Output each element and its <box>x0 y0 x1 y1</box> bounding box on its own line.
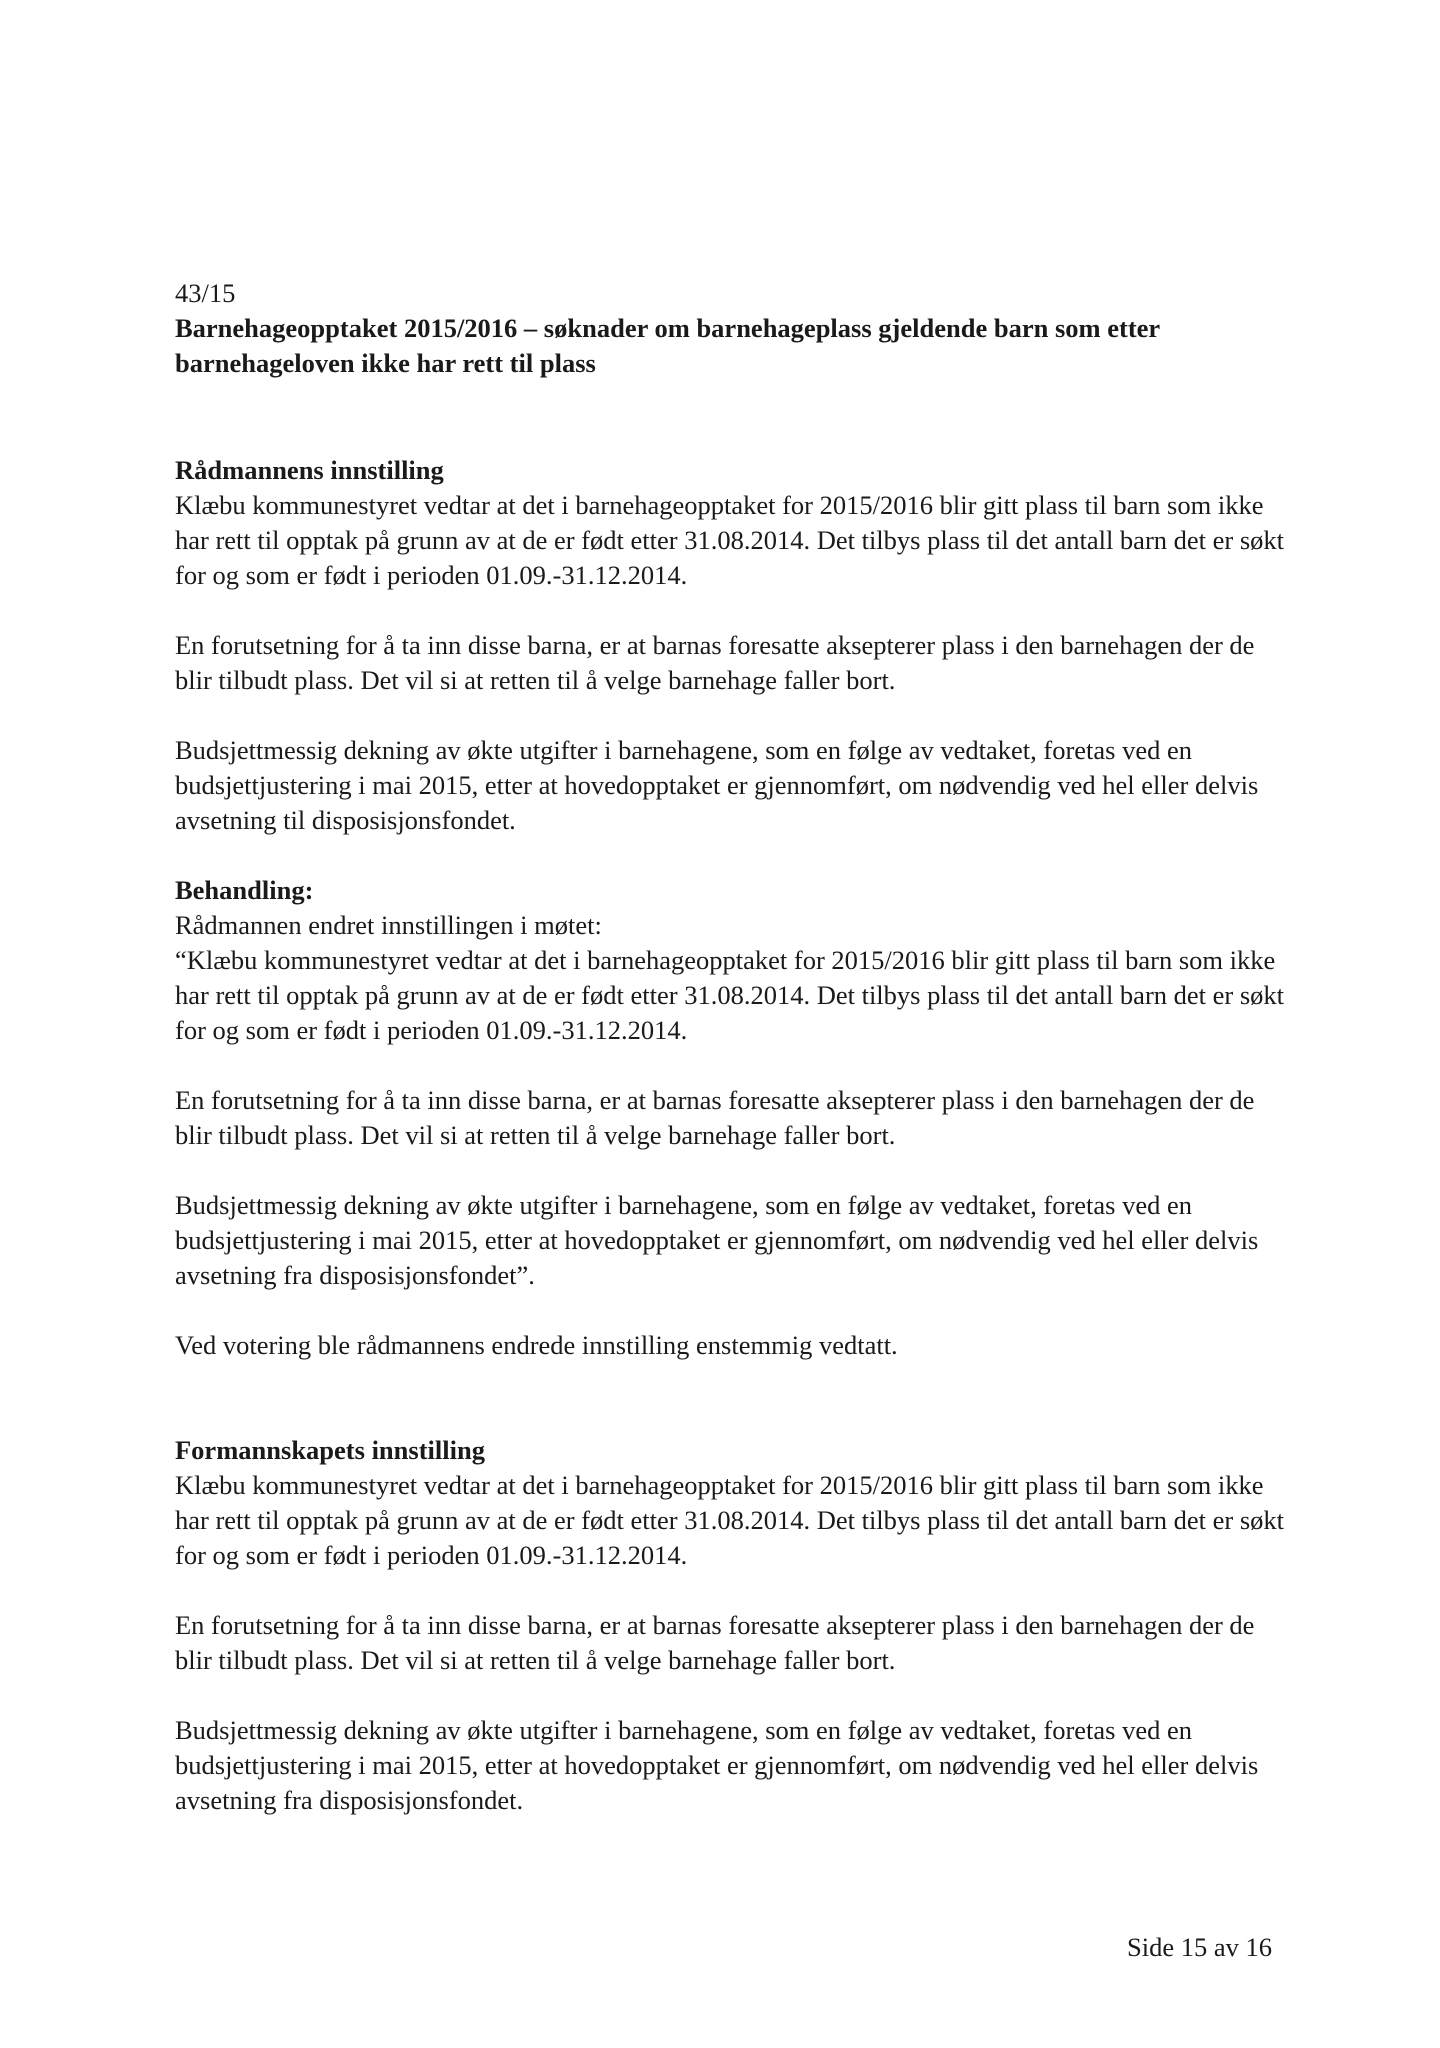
radmann-paragraph-3: Budsjettmessig dekning av økte utgifter i barnehagene, som en følge av vedtaket, foretas ved en budsjettjustering i mai 2015, etter at hovedopptaket er gjennomført, om nødvendig ved hel eller delvis avsetning til disposisjonsfondet. <box>175 735 1259 835</box>
behandling-intro: Rådmannen endret innstillingen i møtet: <box>175 910 602 940</box>
behandling-section <box>175 873 1285 1363</box>
document-content <box>175 276 1285 1818</box>
case-title: Barnehageopptaket 2015/2016 – søknader om barnehageplass gjeldende barn som etter barnehageloven ikke har rett til plass <box>175 313 1160 378</box>
formannskap-paragraph-1: Klæbu kommunestyret vedtar at det i barnehageopptaket for 2015/2016 blir gitt plass til barn som ikke har rett til opptak på grunn av at de er født etter 31.08.2014. Det tilbys plass til det antall barn det er søkt for og som er født i perioden 01.09.-31.12.2014. <box>175 1470 1285 1570</box>
formannskap-heading: Formannskapets innstilling <box>175 1435 485 1465</box>
radmann-paragraph-2: En forutsetning for å ta inn disse barna, er at barnas foresatte aksepterer plass i den barnehagen der de blir tilbudt plass. Det vil si at retten til å velge barnehage faller bort. <box>175 630 1255 695</box>
radmann-paragraph-1: Klæbu kommunestyret vedtar at det i barnehageopptaket for 2015/2016 blir gitt plass til barn som ikke har rett til opptak på grunn av at de er født etter 31.08.2014. Det tilbys plass til det antall barn det er søkt for og som er født i perioden 01.09.-31.12.2014. <box>175 490 1285 590</box>
behandling-paragraph-3: Budsjettmessig dekning av økte utgifter i barnehagene, som en følge av vedtaket, foretas ved en budsjettjustering i mai 2015, etter at hovedopptaket er gjennomført, om nødvendig ved hel eller delvis avsetning fra disposisjonsfondet”. <box>175 1190 1259 1290</box>
formannskap-paragraph-2: En forutsetning for å ta inn disse barna, er at barnas foresatte aksepterer plass i den barnehagen der de blir tilbudt plass. Det vil si at retten til å velge barnehage faller bort. <box>175 1610 1255 1675</box>
case-number: 43/15 <box>175 278 236 308</box>
formannskap-paragraph-3: Budsjettmessig dekning av økte utgifter i barnehagene, som en følge av vedtaket, foretas ved en budsjettjustering i mai 2015, etter at hovedopptaket er gjennomført, om nødvendig ved hel eller delvis avsetning fra disposisjonsfondet. <box>175 1715 1259 1815</box>
radmann-heading: Rådmannens innstilling <box>175 455 444 485</box>
behandling-paragraph-1: “Klæbu kommunestyret vedtar at det i barnehageopptaket for 2015/2016 blir gitt plass til barn som ikke har rett til opptak på grunn av at de er født etter 31.08.2014. Det tilbys plass til det antall barn det er søkt for og som er født i perioden 01.09.-31.12.2014. <box>175 945 1285 1045</box>
behandling-heading: Behandling: <box>175 875 314 905</box>
vote-result: Ved votering ble rådmannens endrede innstilling enstemmig vedtatt. <box>175 1330 898 1360</box>
radmann-section <box>175 453 1285 838</box>
page-number: Side 15 av 16 <box>1127 1932 1272 1962</box>
behandling-paragraph-2: En forutsetning for å ta inn disse barna, er at barnas foresatte aksepterer plass i den barnehagen der de blir tilbudt plass. Det vil si at retten til å velge barnehage faller bort. <box>175 1085 1255 1150</box>
formannskap-section <box>175 1433 1285 1818</box>
